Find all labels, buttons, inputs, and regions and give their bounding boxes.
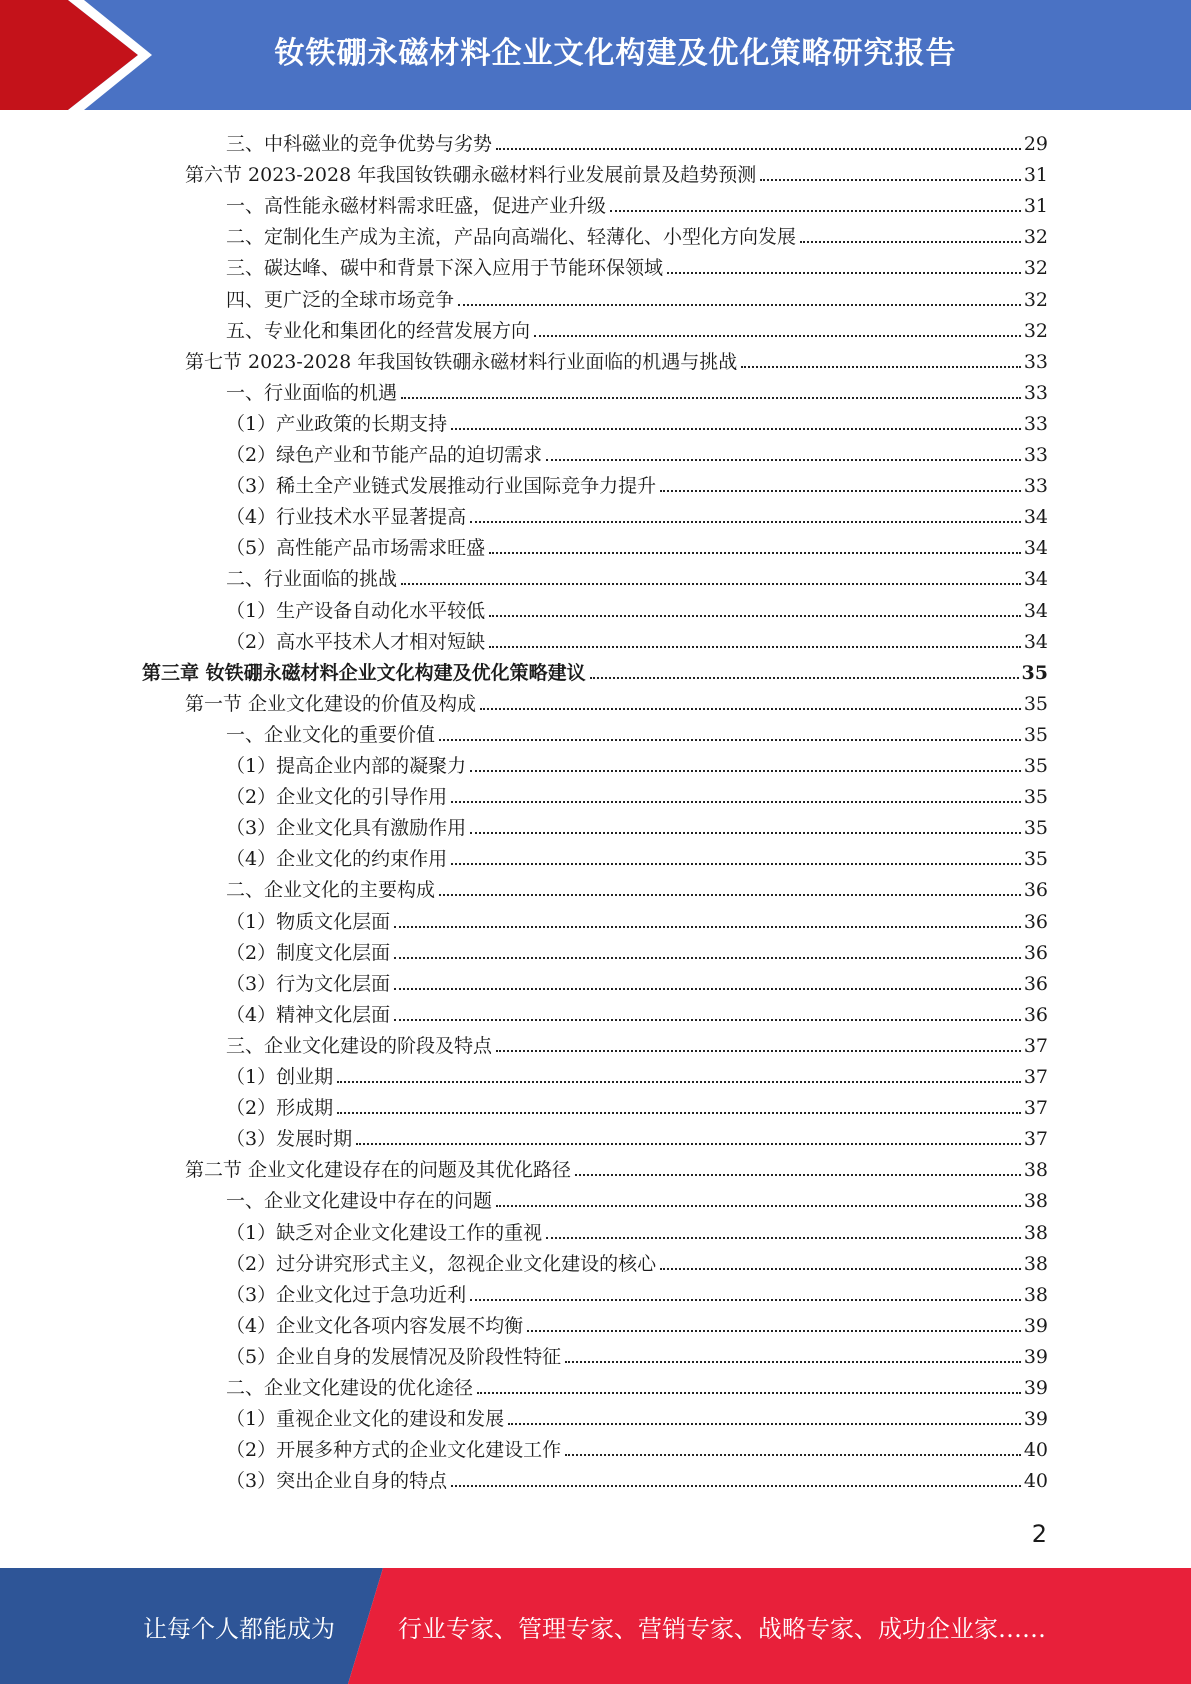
toc-entry[interactable]: [226, 716, 1048, 747]
footer-banner: [0, 1568, 1191, 1684]
toc-entry-title: （4）行业技术水平显著提高: [226, 506, 467, 529]
toc-entry-page: 32: [1023, 226, 1048, 249]
toc-entry[interactable]: [226, 1182, 1048, 1213]
toc-entry-title: 二、定制化生产成为主流，产品向高端化、轻薄化、小型化方向发展: [226, 226, 797, 249]
toc-entry-page: 31: [1023, 195, 1048, 218]
toc-dot-leader: [401, 583, 1021, 585]
toc-entry[interactable]: [226, 1431, 1048, 1462]
toc-entry[interactable]: [226, 1058, 1048, 1089]
toc-entry-page: 34: [1023, 630, 1048, 653]
toc-entry-title: 二、企业文化的主要构成: [226, 879, 436, 902]
toc-entry-page: 38: [1023, 1252, 1048, 1275]
toc-entry-page: 37: [1023, 1128, 1048, 1151]
toc-entry-page: 34: [1023, 568, 1048, 591]
toc-dot-leader: [575, 1174, 1021, 1176]
toc-entry-page: 38: [1023, 1221, 1048, 1244]
toc-dot-leader: [439, 894, 1021, 896]
toc-dot-leader: [508, 1423, 1021, 1425]
toc-dot-leader: [394, 926, 1021, 928]
toc-dot-leader: [565, 1361, 1021, 1363]
toc-entry-page: 38: [1023, 1283, 1048, 1306]
toc-dot-leader: [546, 1237, 1021, 1239]
toc-entry-title: （5）企业自身的发展情况及阶段性特征: [226, 1345, 562, 1368]
toc-entry-title: 第二节 企业文化建设存在的问题及其优化路径: [185, 1159, 572, 1182]
toc-entry-page: 35: [1023, 786, 1048, 809]
toc-entry-page: 39: [1023, 1408, 1048, 1431]
toc-entry-title: （3）稀土全产业链式发展推动行业国际竞争力提升: [226, 475, 657, 498]
toc-entry-title: （1）创业期: [226, 1066, 334, 1088]
toc-entry[interactable]: [142, 654, 1048, 685]
toc-dot-leader: [356, 1143, 1021, 1145]
toc-entry[interactable]: [226, 1089, 1048, 1120]
toc-entry-title: （1）重视企业文化的建设和发展: [226, 1408, 505, 1431]
toc-entry-title: 四、更广泛的全球市场竞争: [226, 288, 455, 311]
toc-entry[interactable]: [226, 249, 1048, 280]
toc-entry-page: 34: [1023, 506, 1048, 529]
toc-dot-leader: [527, 1330, 1021, 1332]
toc-entry-title: （2）过分讲究形式主义，忽视企业文化建设的核心: [226, 1252, 657, 1275]
toc-entry-page: 35: [1023, 817, 1048, 840]
toc-entry[interactable]: [185, 156, 1048, 187]
toc-entry-title: （3）企业文化具有激励作用: [226, 817, 467, 840]
footer-slogan-left: 让每个人都能成为: [143, 1614, 335, 1643]
toc-entry-title: （2）形成期: [226, 1097, 334, 1120]
toc-dot-leader: [660, 1268, 1021, 1270]
toc-entry-page: 36: [1023, 879, 1048, 902]
toc-dot-leader: [337, 1112, 1021, 1114]
toc-dot-leader: [394, 1019, 1021, 1021]
toc-entry-title: 第六节 2023-2028 年我国钕铁硼永磁材料行业发展前景及趋势预测: [185, 164, 757, 187]
toc-entry-page: 40: [1023, 1470, 1048, 1493]
toc-dot-leader: [401, 397, 1021, 399]
toc-entry-title: 一、行业面临的机遇: [226, 381, 398, 404]
toc-entry-title: 三、中科磁业的竞争优势与劣势: [226, 133, 493, 155]
toc-dot-leader: [489, 615, 1021, 617]
toc-dot-leader: [451, 801, 1021, 803]
toc-dot-leader: [470, 770, 1021, 772]
toc-entry-page: 37: [1023, 1034, 1048, 1057]
toc-dot-leader: [439, 739, 1021, 741]
toc-entry-title: （2）企业文化的引导作用: [226, 786, 448, 809]
toc-entry[interactable]: [226, 778, 1048, 809]
toc-entry[interactable]: [226, 498, 1048, 529]
toc-dot-leader: [760, 179, 1021, 181]
toc-entry-page: 32: [1023, 257, 1048, 280]
toc-entry-page: 35: [1023, 692, 1048, 715]
toc-entry[interactable]: [226, 903, 1048, 934]
toc-entry-page: 36: [1023, 972, 1048, 995]
toc-dot-leader: [534, 335, 1021, 337]
toc-entry-page: 33: [1023, 412, 1048, 435]
toc-entry-page: 38: [1023, 1190, 1048, 1213]
toc-entry-page: 29: [1023, 133, 1048, 155]
toc-dot-leader: [660, 490, 1021, 492]
toc-entry-page: 36: [1023, 941, 1048, 964]
toc-entry-page: 35: [1021, 661, 1048, 684]
toc-dot-leader: [470, 521, 1021, 523]
toc-entry[interactable]: [226, 1462, 1048, 1493]
toc-dot-leader: [800, 241, 1021, 243]
toc-entry[interactable]: [226, 871, 1048, 902]
toc-entry[interactable]: [226, 436, 1048, 467]
toc-entry-title: 第一节 企业文化建设的价值及构成: [185, 692, 477, 715]
toc-entry[interactable]: [226, 996, 1048, 1027]
toc-entry[interactable]: [226, 1338, 1048, 1369]
toc-dot-leader: [337, 1081, 1021, 1083]
toc-entry-title: 一、高性能永磁材料需求旺盛，促进产业升级: [226, 195, 607, 218]
toc-entry-title: （2）绿色产业和节能产品的迫切需求: [226, 444, 543, 466]
toc-dot-leader: [496, 148, 1021, 150]
toc-entry[interactable]: [226, 405, 1048, 436]
page-number: 2: [1031, 1520, 1047, 1548]
toc-entry-title: 五、专业化和集团化的经营发展方向: [226, 319, 531, 342]
toc-entry-title: （4）企业文化各项内容发展不均衡: [226, 1314, 524, 1337]
toc-entry-page: 33: [1023, 444, 1048, 466]
toc-dot-leader: [451, 1485, 1021, 1487]
toc-entry-title: （3）突出企业自身的特点: [226, 1470, 448, 1493]
toc-entry-page: 39: [1023, 1314, 1048, 1337]
toc-entry-title: （1）物质文化层面: [226, 910, 391, 933]
toc-entry[interactable]: [226, 623, 1048, 654]
toc-entry[interactable]: [226, 218, 1048, 249]
toc-dot-leader: [489, 552, 1021, 554]
toc-entry[interactable]: [226, 281, 1048, 312]
toc-entry-title: 一、企业文化建设中存在的问题: [226, 1190, 493, 1213]
header-banner: [0, 0, 1191, 110]
toc-entry-title: （5）高性能产品市场需求旺盛: [226, 537, 486, 560]
toc-entry-title: （2）高水平技术人才相对短缺: [226, 630, 486, 653]
toc-entry[interactable]: [226, 560, 1048, 591]
toc-entry[interactable]: [226, 1214, 1048, 1245]
document-title: 钕铁硼永磁材料企业文化构建及优化策略研究报告: [274, 36, 957, 71]
toc-entry[interactable]: [226, 592, 1048, 623]
toc-entry[interactable]: [226, 747, 1048, 778]
toc-entry-page: 35: [1023, 755, 1048, 777]
toc-entry-title: 一、企业文化的重要价值: [226, 723, 436, 746]
toc-entry[interactable]: [226, 125, 1048, 156]
toc-entry-title: （4）企业文化的约束作用: [226, 848, 448, 871]
toc-dot-leader: [458, 304, 1021, 306]
toc-dot-leader: [546, 459, 1021, 461]
toc-entry[interactable]: [226, 809, 1048, 840]
toc-entry[interactable]: [226, 467, 1048, 498]
toc-dot-leader: [480, 708, 1021, 710]
toc-dot-leader: [741, 366, 1021, 368]
toc-entry[interactable]: [226, 1027, 1048, 1058]
toc-entry-title: （3）行为文化层面: [226, 972, 391, 995]
toc-entry-title: （2）开展多种方式的企业文化建设工作: [226, 1439, 562, 1462]
toc-entry-page: 32: [1023, 319, 1048, 342]
toc-dot-leader: [496, 1050, 1021, 1052]
toc-entry-title: 二、企业文化建设的优化途径: [226, 1377, 474, 1399]
toc-entry[interactable]: [226, 1369, 1048, 1400]
toc-entry-page: 33: [1023, 350, 1048, 373]
toc-entry[interactable]: [226, 1276, 1048, 1307]
toc-dot-leader: [477, 1392, 1021, 1394]
toc-entry-page: 40: [1023, 1439, 1048, 1462]
toc-dot-leader: [470, 1299, 1021, 1301]
toc-entry-page: 37: [1023, 1066, 1048, 1088]
toc-entry[interactable]: [226, 374, 1048, 405]
toc-dot-leader: [565, 1454, 1021, 1456]
toc-entry[interactable]: [226, 187, 1048, 218]
toc-entry-title: 三、企业文化建设的阶段及特点: [226, 1034, 493, 1057]
toc-dot-leader: [489, 646, 1021, 648]
toc-entry[interactable]: [226, 1120, 1048, 1151]
toc-entry-title: （1）生产设备自动化水平较低: [226, 599, 486, 622]
toc-entry-page: 36: [1023, 1003, 1048, 1026]
toc-entry-page: 36: [1023, 910, 1048, 933]
toc-entry-page: 31: [1023, 164, 1048, 187]
toc-entry-page: 39: [1023, 1345, 1048, 1368]
toc-entry-title: （1）缺乏对企业文化建设工作的重视: [226, 1221, 543, 1244]
toc-dot-leader: [470, 832, 1021, 834]
toc-dot-leader: [610, 210, 1021, 212]
toc-entry-title: （2）制度文化层面: [226, 941, 391, 964]
toc-dot-leader: [496, 1205, 1021, 1207]
toc-entry-page: 32: [1023, 288, 1048, 311]
toc-entry-page: 34: [1023, 537, 1048, 560]
toc-entry[interactable]: [185, 685, 1048, 716]
toc-entry[interactable]: [226, 965, 1048, 996]
toc-entry[interactable]: [226, 1400, 1048, 1431]
toc-dot-leader: [451, 428, 1021, 430]
toc-entry-title: （4）精神文化层面: [226, 1003, 391, 1026]
toc-entry-page: 33: [1023, 381, 1048, 404]
toc-entry-page: 39: [1023, 1377, 1048, 1399]
toc-entry-title: （3）发展时期: [226, 1128, 353, 1151]
toc-entry-page: 34: [1023, 599, 1048, 622]
toc-entry[interactable]: [226, 529, 1048, 560]
toc-entry[interactable]: [185, 343, 1048, 374]
toc-entry-title: （3）企业文化过于急功近利: [226, 1283, 467, 1306]
toc-entry-title: 第七节 2023-2028 年我国钕铁硼永磁材料行业面临的机遇与挑战: [185, 350, 738, 373]
toc-entry[interactable]: [226, 934, 1048, 965]
footer-slogan-right: 行业专家、管理专家、营销专家、战略专家、成功企业家……: [398, 1614, 1046, 1643]
toc-entry-title: （1）产业政策的长期支持: [226, 412, 448, 435]
toc-entry-page: 38: [1023, 1159, 1048, 1182]
toc-entry-title: 三、碳达峰、碳中和背景下深入应用于节能环保领域: [226, 257, 664, 280]
toc-entry-page: 33: [1023, 475, 1048, 498]
toc-entry[interactable]: [226, 1307, 1048, 1338]
toc-entry[interactable]: [226, 1245, 1048, 1276]
toc-entry-page: 35: [1023, 723, 1048, 746]
toc-dot-leader: [590, 677, 1019, 679]
toc-dot-leader: [394, 988, 1021, 990]
toc-dot-leader: [394, 957, 1021, 959]
toc-entry[interactable]: [185, 1151, 1048, 1182]
toc-dot-leader: [451, 863, 1021, 865]
toc-entry-page: 35: [1023, 848, 1048, 871]
toc-entry-title: 第三章 钕铁硼永磁材料企业文化构建及优化策略建议: [142, 661, 586, 684]
toc-dot-leader: [667, 272, 1021, 274]
toc-entry-page: 37: [1023, 1097, 1048, 1120]
toc-entry[interactable]: [226, 312, 1048, 343]
toc-entry-title: （1）提高企业内部的凝聚力: [226, 755, 467, 777]
toc-entry[interactable]: [226, 840, 1048, 871]
toc-entry-title: 二、行业面临的挑战: [226, 568, 398, 591]
